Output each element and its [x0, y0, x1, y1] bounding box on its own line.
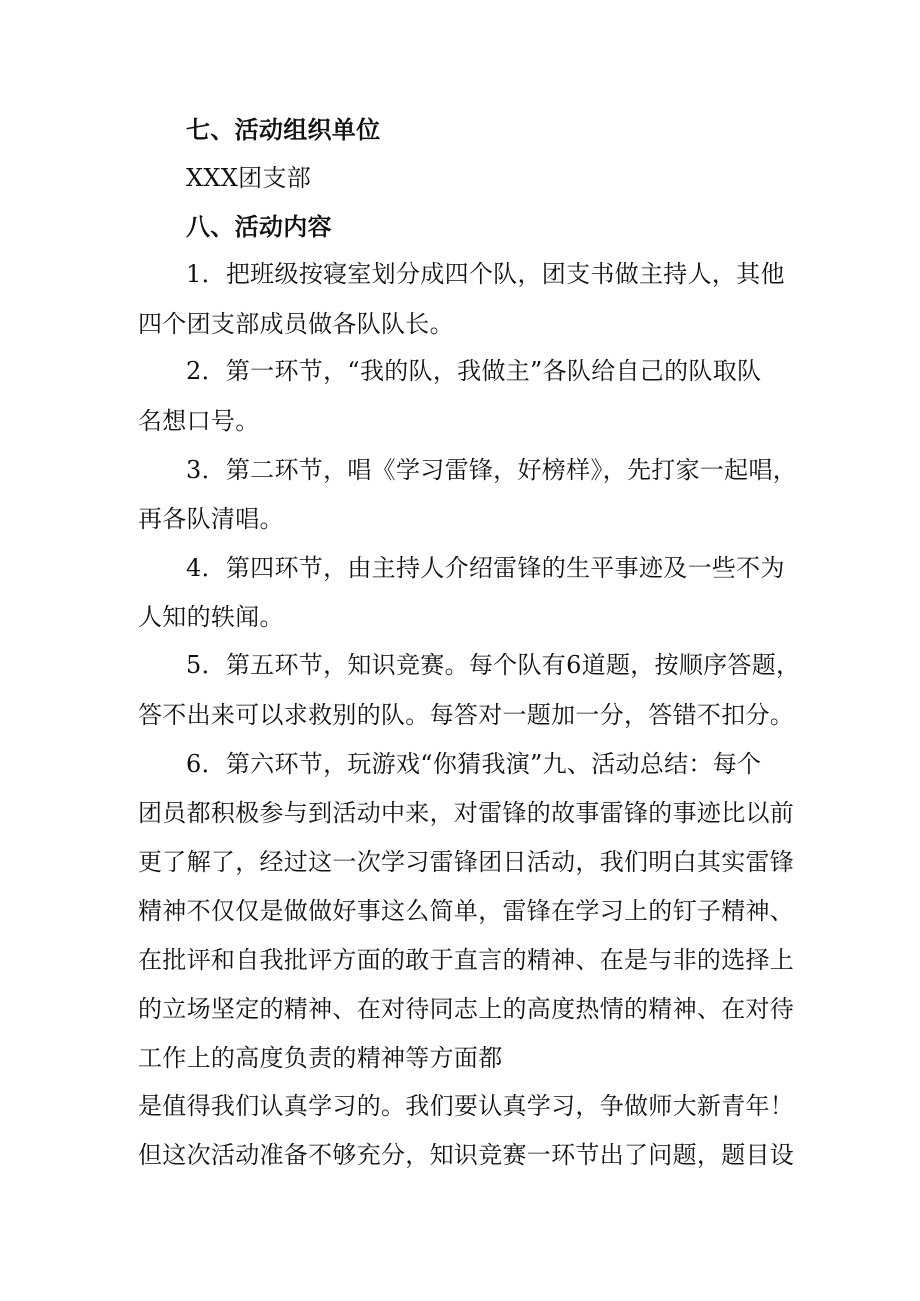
organizer-name: XXX团支部: [186, 164, 312, 192]
body-line: 团员都积极参与到活动中来，对雷锋的故事雷锋的事迹比以前: [138, 799, 795, 827]
body-line: 的立场坚定的精神、在对待同志上的高度热情的精神、在对待: [138, 995, 795, 1023]
body-line: 2．第一环节，“我的队，我做主”各队给自己的队取队: [186, 357, 762, 385]
body-line: 人知的轶闻。: [138, 603, 284, 631]
body-line: 5．第五环节，知识竞赛。每个队有6道题，按顺序答题，: [186, 651, 801, 679]
body-line: 在批评和自我批评方面的敢于直言的精神、在是与非的选择上: [138, 946, 795, 974]
body-line: 4．第四环节，由主持人介绍雷锋的生平事迹及一些不为: [186, 554, 785, 582]
section-heading-organizer: 七、活动组织单位: [186, 116, 381, 144]
body-line: 四个团支部成员做各队队长。: [138, 310, 454, 338]
section-heading-content: 八、活动内容: [186, 213, 332, 241]
body-line: 精神不仅仅是做做好事这么简单，雷锋在学习上的钉子精神、: [138, 897, 795, 925]
body-line: 答不出来可以求救别的队。每答对一题加一分，答错不扣分。: [138, 701, 795, 729]
body-line: 是值得我们认真学习的。我们要认真学习，争做师大新青年！: [138, 1092, 795, 1120]
body-line: 更了解了，经过这一次学习雷锋团日活动，我们明白其实雷锋: [138, 848, 795, 876]
body-line: 6．第六环节，玩游戏“你猜我演”九、活动总结：每个: [186, 750, 762, 778]
body-line: 1．把班级按寝室划分成四个队，团支书做主持人，其他: [186, 260, 785, 288]
body-line: 3．第二环节，唱《学习雷锋，好榜样》，先打家一起唱，: [186, 456, 798, 484]
body-line: 但这次活动准备不够充分，知识竞赛一环节出了问题，题目设: [138, 1141, 795, 1169]
body-line: 再各队清唱。: [138, 505, 284, 533]
body-line: 工作上的高度负责的精神等方面都: [138, 1044, 503, 1072]
body-line: 名想口号。: [138, 407, 260, 435]
